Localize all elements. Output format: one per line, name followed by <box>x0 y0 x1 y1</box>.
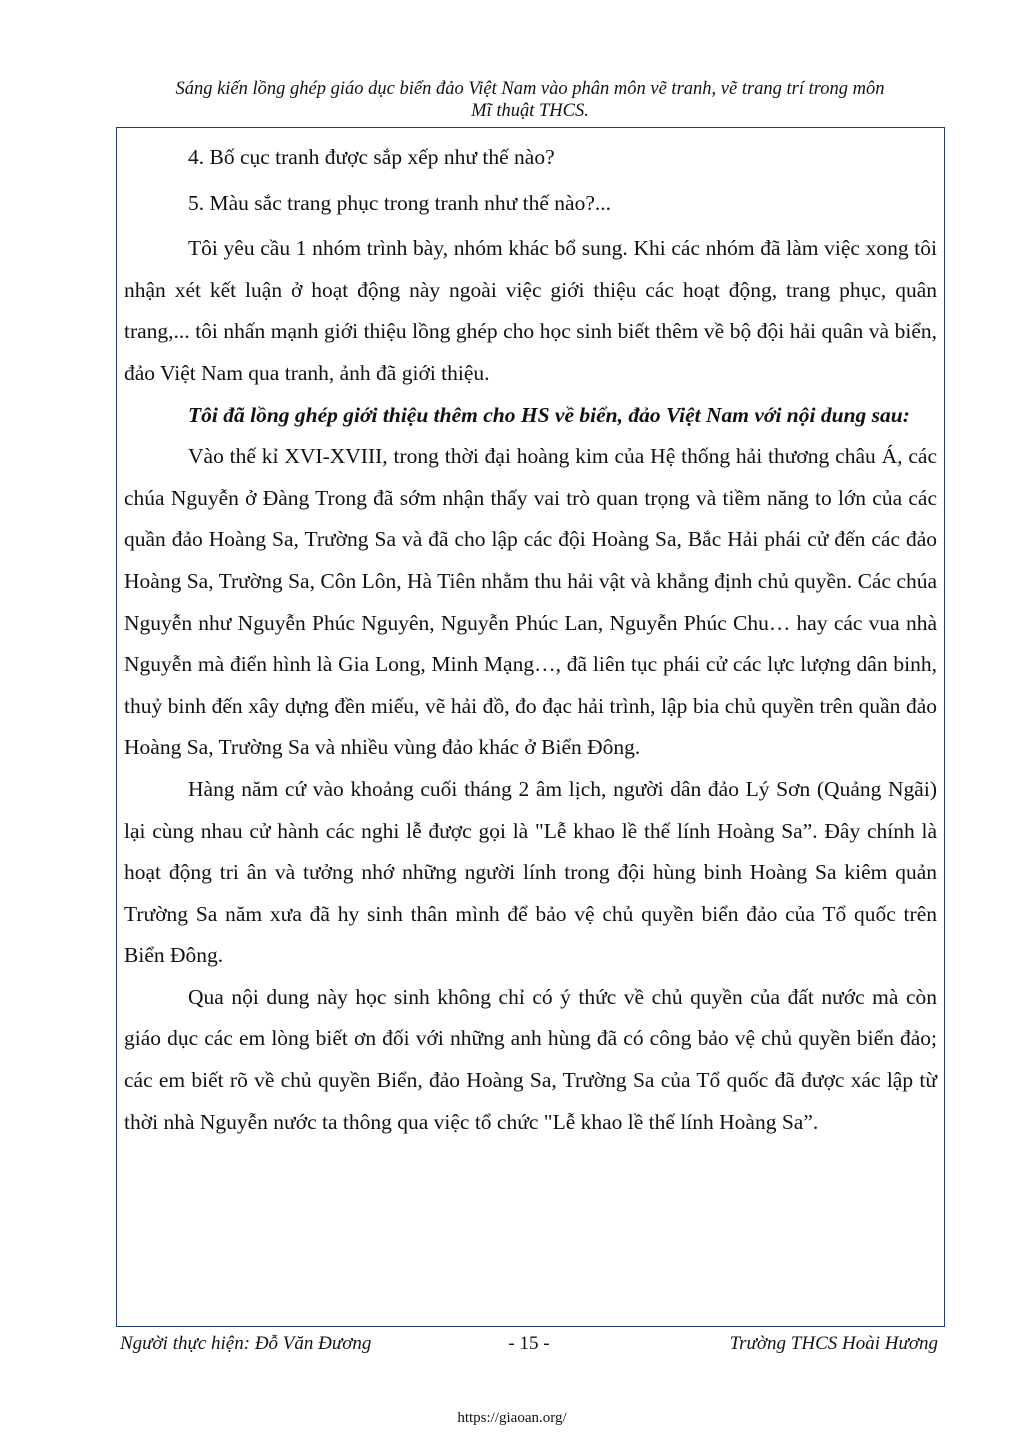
header-line-2: Mĩ thuật THCS. <box>471 101 589 121</box>
question-5: 5. Màu sắc trang phục trong tranh như thế nào?... <box>188 190 612 215</box>
paragraph-history: Vào thế kỉ XVI-XVIII, trong thời đại hoàng kim của Hệ thống hải thương châu Á, các chúa Nguyễn ở Đàng Trong đã sớm nhận thấy vai trò quan trọng và tiềm năng to lớn của các quần đảo Hoàng Sa, Trường Sa và đã cho lập các đội Hoàng Sa, Bắc Hải phái cử đến các đảo Hoàng Sa, Trường Sa, Côn Lôn, Hà Tiên nhằm thu hải vật và khẳng định chủ quyền. Các chúa Nguyễn như Nguyễn Phúc Nguyên, Nguyễn Phúc Lan, Nguyễn Phúc Chu… hay các vua nhà Nguyễn mà điển hình là Gia Long, Minh Mạng…, đã liên tục phái cử các lực lượng dân binh, thuỷ binh đến xây dựng đền miếu, vẽ hải đồ, đo đạc hải trình, lập bia chủ quyền trên quần đảo Hoàng Sa, Trường Sa và nhiều vùng đảo khác ở Biển Đông. <box>124 444 937 760</box>
paragraph-group-work: Tôi yêu cầu 1 nhóm trình bày, nhóm khác bổ sung. Khi các nhóm đã làm việc xong tôi nhận xét kết luận ở hoạt động này ngoài việc giới thiệu các hoạt động, trang phục, quân trang,... tôi nhấn mạnh giới thiệu lồng ghép cho học sinh biết thêm về bộ đội hải quân và biển, đảo Việt Nam qua tranh, ảnh đã giới thiệu. <box>124 236 937 385</box>
page-number: - 15 - <box>508 1333 550 1354</box>
footer-school: Trường THCS Hoài Hương <box>729 1333 938 1354</box>
question-4: 4. Bố cục tranh được sắp xếp như thế nào? <box>188 145 555 169</box>
paragraph-conclusion: Qua nội dung này học sinh không chỉ có ý thức về chủ quyền của đất nước mà còn giáo dục các em lòng biết ơn đối với những anh hùng đã có công bảo vệ chủ quyền biển đảo; các em biết rõ về chủ quyền Biển, đảo Hoàng Sa, Trường Sa của Tổ quốc đã được xác lập từ thời nhà Nguyễn nước ta thông qua việc tổ chức "Lễ khao lề thế lính Hoàng Sa”. <box>124 984 937 1134</box>
paragraph-festival: Hàng năm cứ vào khoảng cuối tháng 2 âm lịch, người dân đảo Lý Sơn (Quảng Ngãi) lại cùng nhau cử hành các nghi lễ được gọi là "Lễ khao lề thế lính Hoàng Sa”. Đây chính là hoạt động tri ân và tưởng nhớ những người lính trong đội hùng binh Hoàng Sa kiêm quản Trường Sa năm xưa đã hy sinh thân mình để bảo vệ chủ quyền biển đảo của Tổ quốc trên Biển Đông. <box>124 776 937 968</box>
source-url[interactable]: https://giaoan.org/ <box>457 1410 567 1426</box>
section-heading: Tôi đã lồng ghép giới thiệu thêm cho HS về biển, đảo Việt Nam với nội dung sau: <box>188 402 910 427</box>
header-line-1: Sáng kiến lồng ghép giáo dục biển đảo Việt Nam vào phân môn vẽ tranh, vẽ trang trí trong môn <box>175 79 885 99</box>
footer-author: Người thực hiện: Đỗ Văn Đương <box>120 1333 372 1354</box>
page-header <box>110 78 950 122</box>
document-body <box>124 137 937 1143</box>
